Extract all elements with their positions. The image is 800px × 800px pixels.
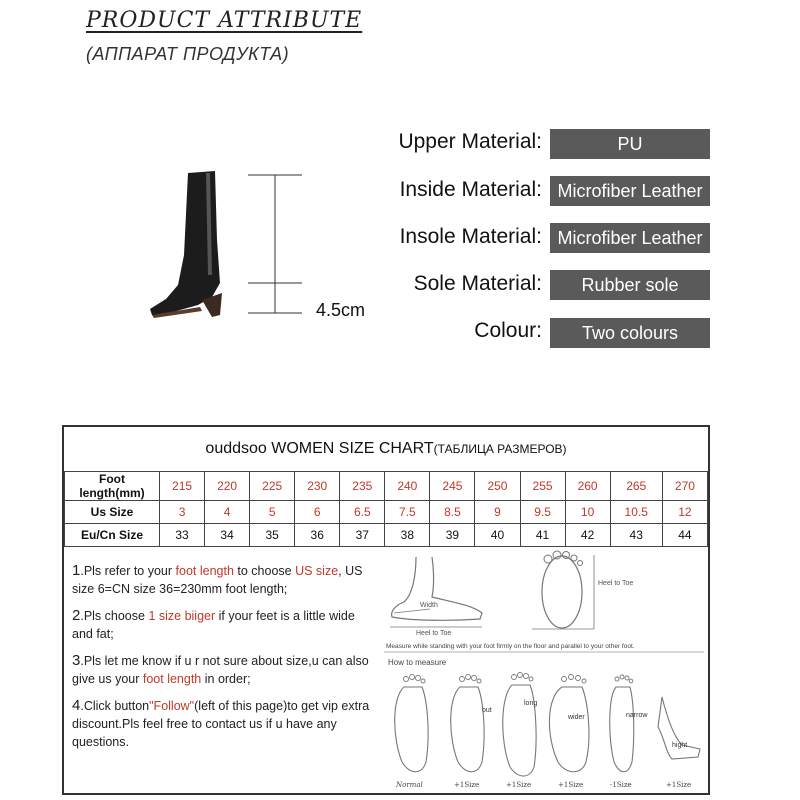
table-cell: 35 <box>250 524 295 547</box>
foot-size-narrow: -1Size <box>610 781 632 789</box>
table-cell: 8.5 <box>430 501 475 524</box>
foot-tag-long: long <box>524 700 538 707</box>
table-cell: 4 <box>205 501 250 524</box>
note-text: .Pls refer to your <box>80 564 176 578</box>
note-highlight: "Follow" <box>149 699 195 713</box>
attr-label: Inside Material: <box>399 178 542 201</box>
foot-size-normal: Normal <box>396 781 423 789</box>
table-cell: 44 <box>662 524 707 547</box>
heel-height-label: 4.5cm <box>316 300 366 320</box>
note-number: 2 <box>72 607 81 624</box>
attr-label: Colour: <box>474 319 542 342</box>
measure-instruction: Measure while standing with your foot firmly on the floor and parallel to your other foot. <box>386 643 635 650</box>
heel-to-toe-label: Heel to Toe <box>416 630 452 637</box>
size-table <box>64 471 708 547</box>
heel-to-toe-label-2: Heel to Toe <box>598 580 634 587</box>
table-cell: 39 <box>430 524 475 547</box>
note-number: 1 <box>72 562 81 579</box>
table-cell: 220 <box>205 472 250 501</box>
row-header: Foot length(mm) <box>65 472 160 501</box>
table-cell: 240 <box>385 472 430 501</box>
note-text: to choose <box>233 564 296 578</box>
table-cell: 43 <box>610 524 662 547</box>
foot-size-long: +1Size <box>506 781 532 789</box>
table-row <box>65 472 708 501</box>
table-cell: 9 <box>475 501 520 524</box>
table-row <box>65 524 708 547</box>
width-label: Width <box>420 602 438 609</box>
how-to-measure: How to measure <box>388 658 447 667</box>
foot-normal-icon <box>395 687 428 772</box>
size-notes <box>72 562 372 760</box>
table-cell: 250 <box>475 472 520 501</box>
note-text: (left of this page)to get vip extra discount.Pls feel free to contact us if u have any questions. <box>72 699 370 749</box>
foot-wider-icon <box>549 687 589 772</box>
size-chart-title-text: ouddsoo WOMEN SIZE CHART <box>205 440 434 457</box>
attr-row-inside <box>370 176 542 206</box>
table-cell: 12 <box>662 501 707 524</box>
table-cell: 3 <box>160 501 205 524</box>
table-cell: 260 <box>565 472 610 501</box>
attr-value-insole: Microfiber Leather <box>550 223 710 253</box>
table-cell: 245 <box>430 472 475 501</box>
size-chart-title-ru: (ТАБЛИЦА РАЗМЕРОВ) <box>433 442 567 456</box>
foot-high-icon <box>658 697 700 759</box>
foot-side-icon <box>390 557 482 627</box>
table-cell: 215 <box>160 472 205 501</box>
foot-long-icon <box>503 685 536 776</box>
table-cell: 5 <box>250 501 295 524</box>
table-cell: 225 <box>250 472 295 501</box>
attr-value-colour: Two colours <box>550 318 710 348</box>
foot-narrow-icon <box>610 687 634 772</box>
table-cell: 42 <box>565 524 610 547</box>
note-text: .Click button <box>80 699 150 713</box>
attr-label: Upper Material: <box>398 130 542 153</box>
foot-measure-diagram <box>382 547 706 791</box>
foot-size-out: +1Size <box>454 781 480 789</box>
table-cell: 36 <box>295 524 340 547</box>
foot-tag-narrow: narrow <box>626 712 648 719</box>
table-cell: 41 <box>520 524 565 547</box>
note-4 <box>72 697 372 751</box>
table-row <box>65 501 708 524</box>
note-text: in order; <box>201 672 251 686</box>
foot-tag-out: out <box>482 707 492 714</box>
size-chart <box>62 425 710 795</box>
attr-value-sole: Rubber sole <box>550 270 710 300</box>
note-text: , US size 6=CN size 36=230mm foot length; <box>72 564 363 596</box>
attr-row-insole <box>370 223 542 253</box>
foot-out-icon <box>451 687 484 772</box>
foot-size-wider: +1Size <box>558 781 584 789</box>
foot-tag-wider: wider <box>568 714 585 721</box>
attr-row-sole <box>370 270 542 300</box>
table-cell: 34 <box>205 524 250 547</box>
note-number: 3 <box>72 652 81 669</box>
attr-row-colour <box>370 317 542 347</box>
foot-size-high: +1Size <box>666 781 692 789</box>
note-text: .Pls choose <box>80 609 149 623</box>
table-cell: 40 <box>475 524 520 547</box>
row-header: Us Size <box>65 501 160 524</box>
attr-label: Insole Material: <box>399 225 542 248</box>
table-cell: 235 <box>340 472 385 501</box>
table-cell: 37 <box>340 524 385 547</box>
note-highlight: foot length <box>142 672 202 686</box>
row-header: Eu/Cn Size <box>65 524 160 547</box>
size-chart-title <box>64 427 708 471</box>
table-cell: 270 <box>662 472 707 501</box>
note-2 <box>72 607 372 643</box>
note-highlight: 1 size biiger <box>148 609 216 623</box>
attr-row-upper <box>370 128 542 158</box>
attr-label: Sole Material: <box>413 272 542 295</box>
table-cell: 255 <box>520 472 565 501</box>
table-cell: 10 <box>565 501 610 524</box>
attr-value-upper: PU <box>550 129 710 159</box>
footprint-icon <box>532 551 594 629</box>
table-cell: 9.5 <box>520 501 565 524</box>
table-cell: 230 <box>295 472 340 501</box>
foot-tag-high: hight <box>672 742 688 749</box>
table-cell: 38 <box>385 524 430 547</box>
table-cell: 6.5 <box>340 501 385 524</box>
note-text: if your feet is a little wide and fat; <box>72 609 355 641</box>
note-number: 4 <box>72 697 81 714</box>
attr-value-inside: Microfiber Leather <box>550 176 710 206</box>
page-title: PRODUCT ATTRIBUTE <box>86 8 363 33</box>
note-highlight: foot length <box>175 564 234 578</box>
table-cell: 6 <box>295 501 340 524</box>
table-cell: 265 <box>610 472 662 501</box>
table-cell: 33 <box>160 524 205 547</box>
note-1 <box>72 562 372 598</box>
note-highlight: US size <box>295 564 339 578</box>
table-cell: 7.5 <box>385 501 430 524</box>
page-subtitle: (АППАРАТ ПРОДУКТА) <box>86 44 290 64</box>
table-cell: 10.5 <box>610 501 662 524</box>
note-text: .Pls let me know if u r not sure about size,u can also give us your <box>72 654 369 686</box>
note-3 <box>72 652 372 688</box>
